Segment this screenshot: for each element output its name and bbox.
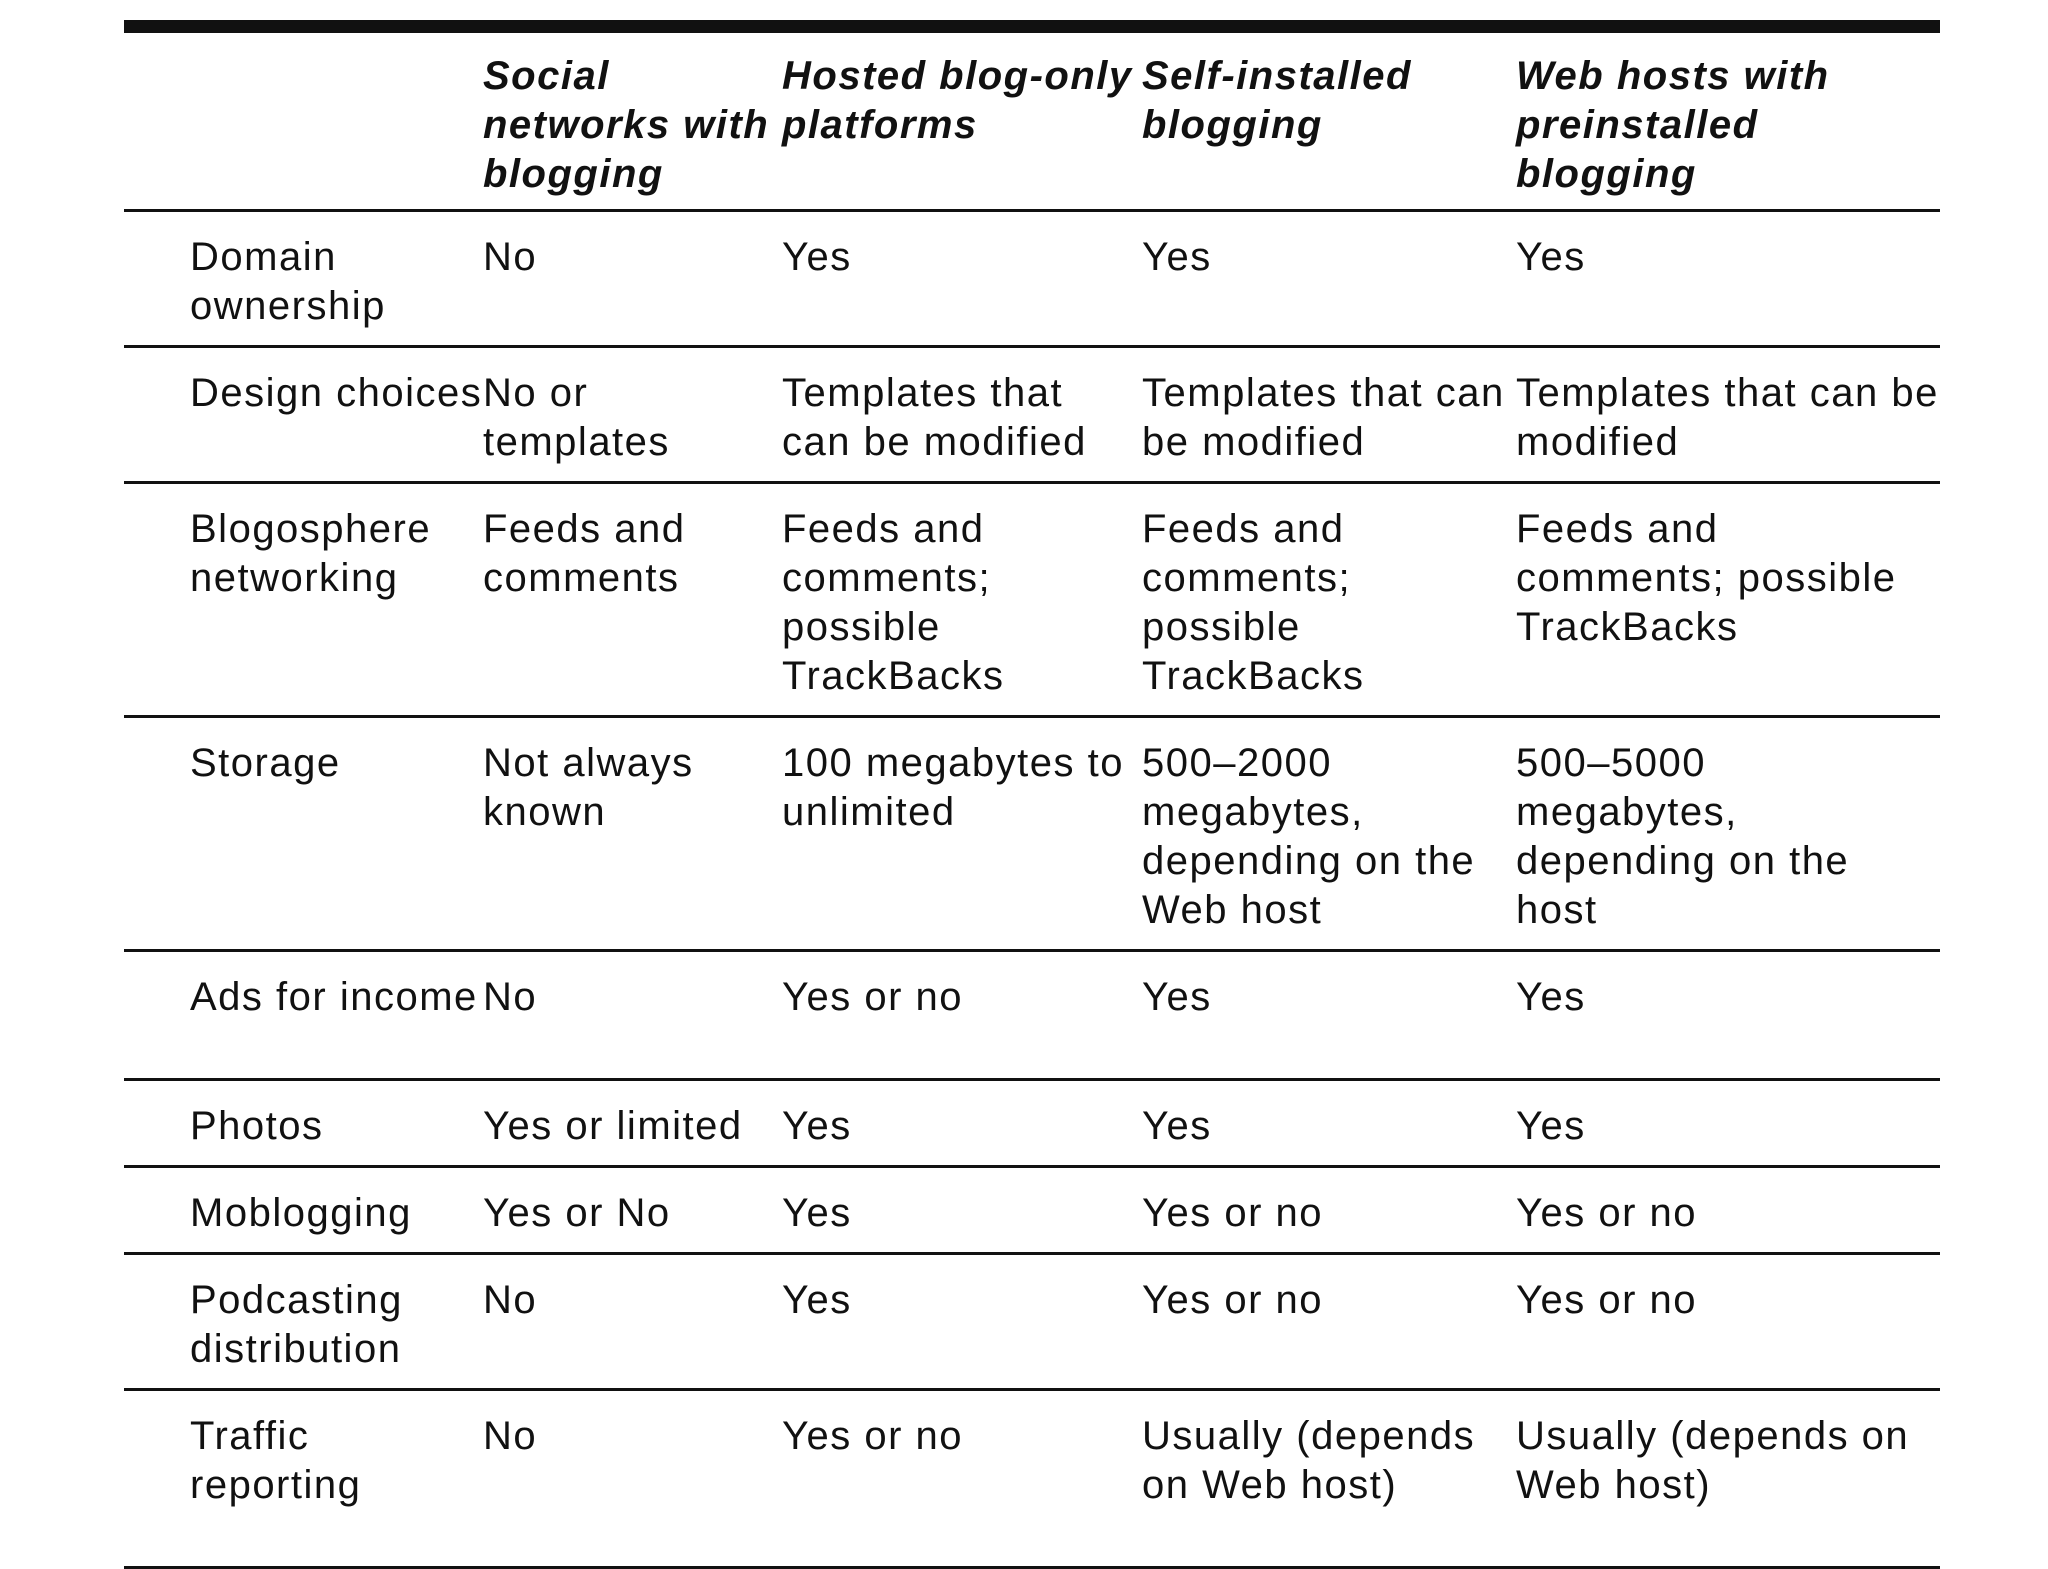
table-cell: Yes bbox=[1142, 951, 1516, 1080]
table-cell: Yes or No bbox=[483, 1167, 782, 1254]
row-label: Design choices bbox=[124, 347, 483, 483]
table-cell: Yes or no bbox=[782, 951, 1142, 1080]
row-label: Photos bbox=[124, 1080, 483, 1167]
table-cell: No bbox=[483, 951, 782, 1080]
table-cell: Yes bbox=[782, 1254, 1142, 1390]
table-row bbox=[124, 1080, 1940, 1167]
table-row bbox=[124, 1390, 1940, 1568]
table-cell: Templates that can be modified bbox=[782, 347, 1142, 483]
table-cell: Yes or no bbox=[1142, 1254, 1516, 1390]
table-cell: Feeds and comments; possible TrackBacks bbox=[1516, 483, 1940, 717]
table-cell: Yes or no bbox=[1142, 1167, 1516, 1254]
blogging-options-comparison-table bbox=[124, 33, 1940, 1569]
table-cell: No bbox=[483, 211, 782, 347]
table-cell: Yes bbox=[782, 1167, 1142, 1254]
row-label: Traffic reporting bbox=[124, 1390, 483, 1568]
table-cell: Usually (depends on Web host) bbox=[1142, 1390, 1516, 1568]
comparison-table-container bbox=[124, 20, 1940, 1569]
table-cell: No bbox=[483, 1390, 782, 1568]
table-cell: Feeds and comments; possible TrackBacks bbox=[782, 483, 1142, 717]
table-cell: Feeds and comments; possible TrackBacks bbox=[1142, 483, 1516, 717]
table-cell: Yes bbox=[782, 1080, 1142, 1167]
table-cell: 100 megabytes to unlimited bbox=[782, 717, 1142, 951]
table-cell: Yes bbox=[1516, 951, 1940, 1080]
column-header-social-networks: Social networks with blogging bbox=[483, 33, 782, 211]
row-label: Storage bbox=[124, 717, 483, 951]
table-cell: 500–5000 megabytes, depending on the host bbox=[1516, 717, 1940, 951]
table-row bbox=[124, 1254, 1940, 1390]
table-cell: Usually (depends on Web host) bbox=[1516, 1390, 1940, 1568]
table-cell: No or templates bbox=[483, 347, 782, 483]
row-label: Ads for income bbox=[124, 951, 483, 1080]
table-cell: Yes or no bbox=[1516, 1167, 1940, 1254]
table-cell: Yes or no bbox=[782, 1390, 1142, 1568]
row-label: Moblogging bbox=[124, 1167, 483, 1254]
table-cell: Templates that can be modified bbox=[1142, 347, 1516, 483]
header-row bbox=[124, 33, 1940, 211]
table-row bbox=[124, 717, 1940, 951]
top-rule bbox=[124, 20, 1940, 33]
table-cell: Yes bbox=[1516, 211, 1940, 347]
table-cell: 500–2000 megabytes, depending on the Web host bbox=[1142, 717, 1516, 951]
table-cell: Yes bbox=[782, 211, 1142, 347]
table-cell: Yes or no bbox=[1516, 1254, 1940, 1390]
column-header-self-installed: Self-installed blogging bbox=[1142, 33, 1516, 211]
column-header-hosted-blog-only: Hosted blog-only platforms bbox=[782, 33, 1142, 211]
table-row bbox=[124, 1167, 1940, 1254]
table-cell: Yes bbox=[1142, 1080, 1516, 1167]
table-row bbox=[124, 211, 1940, 347]
table-cell: Templates that can be modified bbox=[1516, 347, 1940, 483]
row-label: Podcasting distribution bbox=[124, 1254, 483, 1390]
column-header-web-hosts-preinstalled: Web hosts with preinstalled blogging bbox=[1516, 33, 1940, 211]
table-row bbox=[124, 951, 1940, 1080]
row-label: Domain ownership bbox=[124, 211, 483, 347]
table-cell: Not always known bbox=[483, 717, 782, 951]
column-header-empty bbox=[124, 33, 483, 211]
table-cell: No bbox=[483, 1254, 782, 1390]
table-cell: Yes or limited bbox=[483, 1080, 782, 1167]
table-cell: Yes bbox=[1142, 211, 1516, 347]
table-cell: Feeds and comments bbox=[483, 483, 782, 717]
table-row bbox=[124, 483, 1940, 717]
table-row bbox=[124, 347, 1940, 483]
table-cell: Yes bbox=[1516, 1080, 1940, 1167]
row-label: Blogosphere networking bbox=[124, 483, 483, 717]
